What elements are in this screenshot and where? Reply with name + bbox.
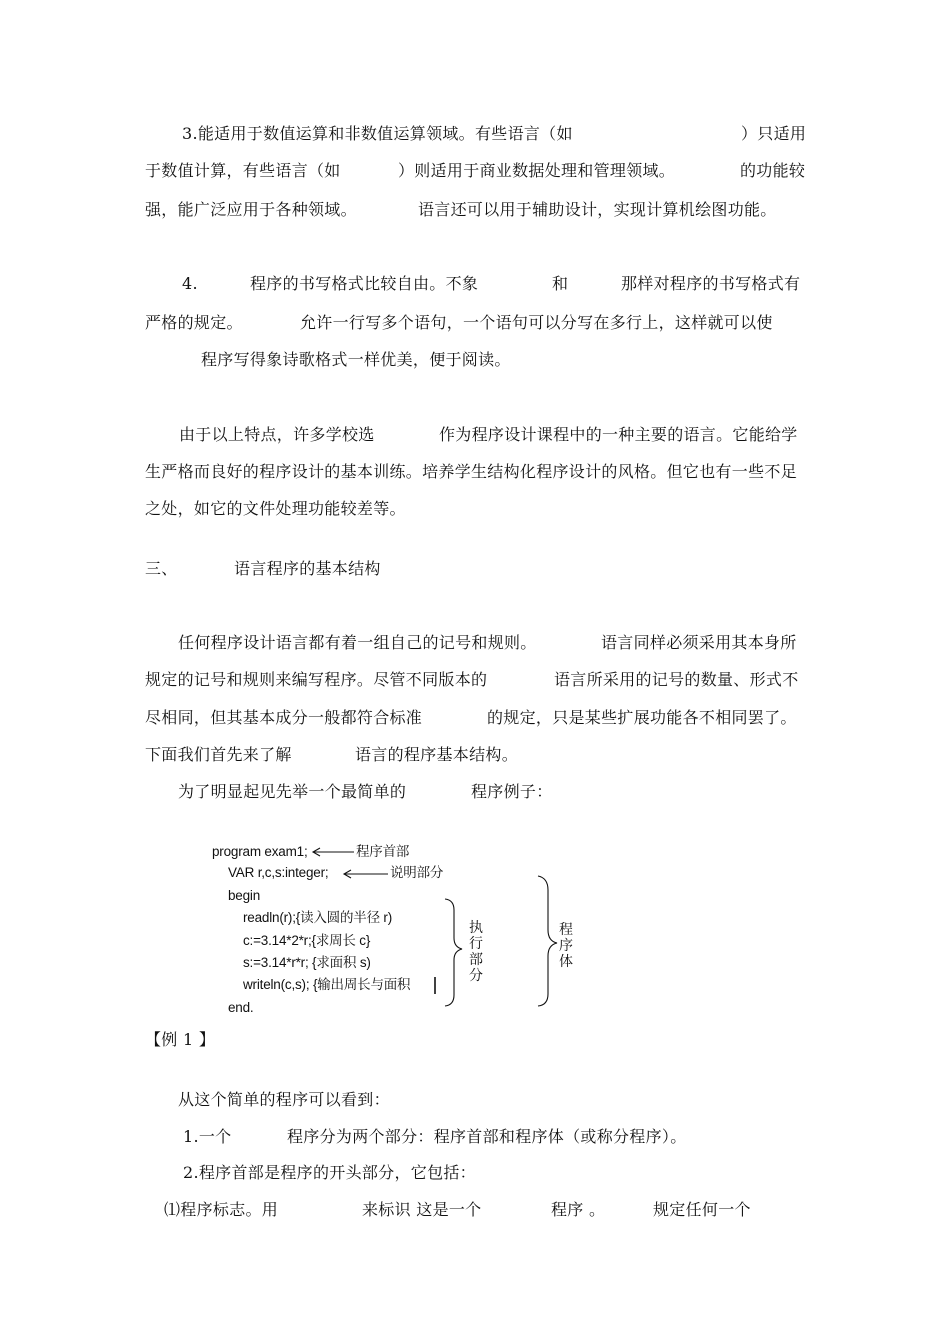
code-line-var: VAR r,c,s:integer; [228,865,329,880]
label-execution-part: 执行部分 [469,920,483,984]
intro-line2-b: 语言所采用的记号的数量、形式不 [554,670,799,689]
para3-line2-c: 的功能较 [740,161,806,180]
summary-line3: 之处，如它的文件处理功能较差等。 [145,499,406,518]
annotation-declaration: 说明部分 [390,865,444,880]
code-line-writeln: writeln(c,s); {输出周长与面积 [243,977,411,992]
intro-line4-a: 下面我们首先来了解 [145,745,292,764]
summary-line1-a: 由于以上特点，许多学校选 [179,425,375,444]
para4-line1-d: 那样对程序的书写格式有 [621,274,801,293]
label-program-body: 程序体 [559,922,573,970]
para4-line2-b: 允许一行写多个语句，一个语句可以分写在多行上，这样就可以使 [300,313,773,332]
para3-line1-a: 3.能适用于数值运算和非数值运算领域。有些语言（如 [182,124,573,143]
summary-line2: 生严格而良好的程序设计的基本训练。培养学生结构化程序设计的风格。但它也有一些不足 [145,462,798,481]
intro-line3-a: 尽相同，但其基本成分一般都符合标准 [145,708,423,727]
annotation-program-header: 程序首部 [356,844,410,859]
observe-line1: 从这个简单的程序可以看到： [178,1090,390,1109]
para4-line2-a: 严格的规定。 [145,313,243,332]
observe-line4-a: ⑴程序标志。用 [164,1200,279,1219]
code-line-area: s:=3.14*r*r; {求面积 s) [243,955,371,970]
observe-line4-c: 程序 。 [551,1200,606,1219]
summary-line1-b: 作为程序设计课程中的一种主要的语言。它能给学 [439,425,798,444]
brace-program-body [538,876,557,1006]
para4-line3: 程序写得象诗歌格式一样优美，便于阅读。 [201,350,511,369]
observe-line4-b: 来标识 这是一个 [362,1200,482,1219]
para3-line2-b: ）则适用于商业数据处理和管理领域。 [398,161,676,180]
observe-line2-a: 1.一个 [183,1127,232,1146]
intro-line2-a: 规定的记号和规则来编写程序。尽管不同版本的 [145,670,488,689]
para4-line1-a: 4. [182,274,198,293]
para4-line1-b: 程序的书写格式比较自由。不象 [250,274,479,293]
para4-line1-c: 和 [552,274,569,293]
section-number: 三、 [145,559,178,578]
code-line-program: program exam1; [212,844,308,859]
code-line-readln: readln(r);{读入圆的半径 r) [243,910,393,925]
observe-line3: 2.程序首部是程序的开头部分，它包括： [183,1163,476,1182]
code-line-end: end. [228,1000,254,1015]
brace-execution [445,899,462,1006]
para3-line2-a: 于数值计算，有些语言（如 [145,161,341,180]
code-line-circumference: c:=3.14*2*r;{求周长 c} [243,933,371,948]
example-label: 【例 1 】 [145,1030,216,1049]
intro-line3-b: 的规定，只是某些扩展功能各不相同罢了。 [487,708,797,727]
intro-line1-b: 语言同样必须采用其本身所 [601,633,797,652]
intro-line1-a: 任何程序设计语言都有着一组自己的记号和规则。 [178,633,537,652]
para3-line3-b: 语言还可以用于辅助设计，实现计算机绘图功能。 [418,200,777,219]
observe-line2-b: 程序分为两个部分：程序首部和程序体（或称分程序）。 [287,1127,687,1146]
intro-line4-b: 语言的程序基本结构。 [355,745,519,764]
code-line-begin: begin [228,888,261,903]
para3-line1-b: ）只适用 [741,124,807,143]
para3-line3-a: 强，能广泛应用于各种领域。 [145,200,357,219]
intro-line5-a: 为了明显起见先举一个最简单的 [178,782,407,801]
observe-line4-d: 规定任何一个 [653,1200,751,1219]
section-title: 语言程序的基本结构 [234,559,381,578]
intro-line5-b: 程序例子： [471,782,553,801]
